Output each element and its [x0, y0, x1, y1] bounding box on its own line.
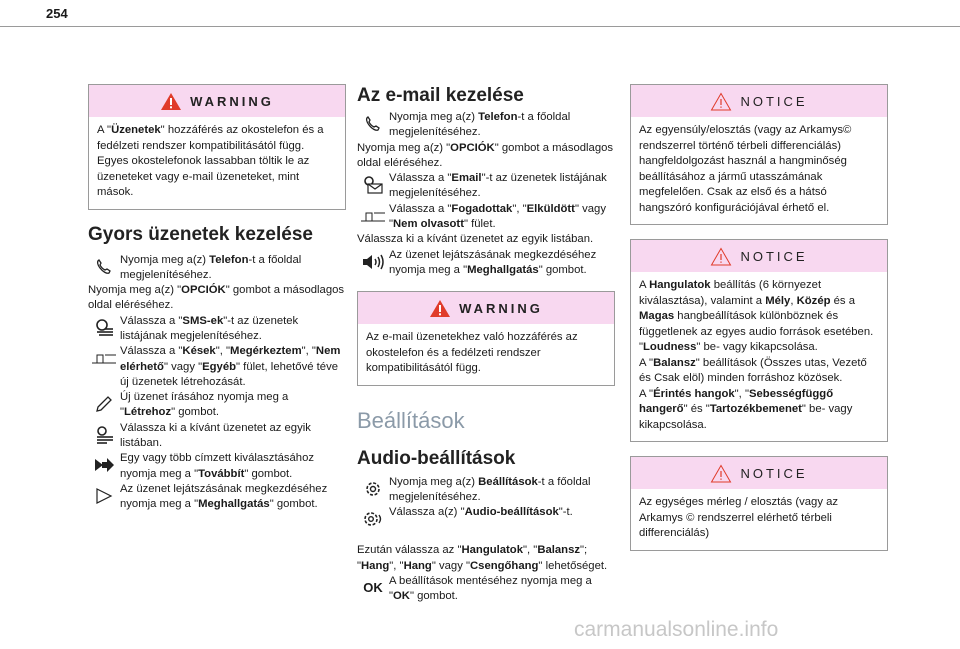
warning-text: Az e-mail üzenetekhez való hozzáférés az okostelefon és a fedélzeti rendszer kompatibilitásától függ. — [366, 331, 578, 375]
column-3 — [630, 84, 888, 551]
step-tabs: Válassza a "Kések", "Megérkeztem", "Nem elérhető" vagy "Egyéb" fület, lehetővé téve új üzenetek létrehozását. — [88, 344, 346, 390]
step-email-tabs: Válassza a "Fogadottak", "Elküldött" vagy "Nem olvasott" fület. — [357, 202, 615, 233]
step-settings: Nyomja meg a(z) Beállítások-t a főoldal megjelenítéséhez. — [357, 475, 615, 506]
phone-icon — [88, 253, 120, 281]
warning-triangle-icon — [160, 92, 182, 111]
forward-icon — [88, 451, 120, 479]
tabs-icon — [88, 344, 120, 372]
warning-title: WARNING — [190, 93, 274, 109]
notice-box-1 — [630, 84, 888, 225]
column-2 — [357, 84, 615, 605]
heading-audio-settings: Audio-beállítások — [357, 447, 516, 469]
warning-triangle-icon — [429, 299, 451, 318]
notice-text: A Hangulatok beállítás (6 környezet kiválasztása), valamint a Mély, Közép és a Magas hangbeállítások különböznek és függetlenek az egyes audio források esetében. "Loudness" be- vagy kikapcsolása. A "Balansz" beállítások (Összes utas, Vezető és Csak elöl) minden forráshoz közösek. A "Érintés hangok", "Sebességfüggő hangerő" és "Tartozékbemenet" be- vagy kikapcsolása. — [639, 279, 874, 431]
notice-box-3 — [630, 456, 888, 551]
notice-title: NOTICE — [740, 465, 808, 481]
step-email-list: Válassza a "Email"-t az üzenetek listájának megjelenítéséhez. — [357, 171, 615, 202]
notice-title: NOTICE — [740, 248, 808, 264]
gear-audio-icon — [357, 505, 389, 533]
notice-triangle-icon — [710, 92, 732, 111]
notice-header — [631, 457, 887, 489]
step-select-message: Válassza ki a kívánt üzenetet az egyik listában. — [88, 421, 346, 452]
warning-box-messages — [88, 84, 346, 210]
notice-title: NOTICE — [740, 93, 808, 109]
list-select-icon — [88, 421, 120, 449]
audio-options-line: Ezután válassza az "Hangulatok", "Balansz"; "Hang", "Hang" vagy "Csengőhang" lehetőséget. — [357, 544, 608, 572]
column-1 — [88, 84, 346, 513]
page-number: 254 — [46, 6, 68, 21]
warning-text: A "Üzenetek" hozzáférés az okostelefon és a fedélzeti rendszer kompatibilitásától függ. Egyes okostelefonok lassabban töltik le az üzeneteket vagy e-mail üzeneteket, mint mások. — [97, 124, 324, 198]
step-phone: Nyomja meg a(z) Telefon-t a főoldal megjelenítéséhez. — [88, 253, 346, 284]
notice-header — [631, 240, 887, 272]
warning-header — [358, 292, 614, 324]
warning-title: WARNING — [459, 300, 543, 316]
message-list-icon — [88, 314, 120, 342]
tabs-icon — [357, 202, 389, 230]
pen-icon — [88, 390, 120, 418]
heading-email: Az e-mail kezelése — [357, 85, 524, 106]
top-rule — [0, 26, 960, 27]
gear-icon — [357, 475, 389, 503]
notice-text: Az egységes mérleg / elosztás (vagy az Arkamys © rendszerrel elérhető térbeli differenciálás) — [639, 496, 839, 539]
notice-header — [631, 85, 887, 117]
step-audio-settings: Válassza a(z) "Audio-beállítások"-t. — [357, 505, 615, 533]
options-line: Nyomja meg a(z) "OPCIÓK" gombot a másodlagos oldal eléréséhez. — [88, 284, 345, 312]
email-icon — [357, 171, 389, 199]
step-forward: Egy vagy több címzett kiválasztásához nyomja meg a "Továbbít" gombot. — [88, 451, 346, 482]
section-settings: Beállítások — [357, 407, 465, 433]
step-sms: Válassza a "SMS-ek"-t az üzenetek listájának megjelenítéséhez. — [88, 314, 346, 345]
step-play: Az üzenet lejátszásának megkezdéséhez nyomja meg a "Meghallgatás" gombot. — [88, 482, 346, 513]
speaker-icon — [357, 248, 389, 276]
step-email-play: Az üzenet lejátszásának megkezdéséhez nyomja meg a "Meghallgatás" gombot. — [357, 248, 615, 279]
warning-box-email — [357, 291, 615, 386]
warning-header — [89, 85, 345, 117]
heading-quick-messages: Gyors üzenetek kezelése — [88, 223, 313, 245]
notice-text: Az egyensúly/elosztás (vagy az Arkamys© rendszerrel történő térbeli differenciálás) hangfeldolgozást használ a hangminőség beállításához a jármű utasszámának megfelelően. Csak az első és a hátsó hangszóró konfigurációjával érhető el. — [639, 124, 852, 214]
play-icon — [88, 482, 120, 510]
options-line-email: Nyomja meg a(z) "OPCIÓK" gombot a másodlagos oldal eléréséhez. — [357, 141, 614, 169]
step-phone-email: Nyomja meg a(z) Telefon-t a főoldal megjelenítéséhez. — [357, 110, 615, 141]
notice-triangle-icon — [710, 464, 732, 483]
notice-triangle-icon — [710, 247, 732, 266]
step-ok: OK A beállítások mentéséhez nyomja meg a "OK" gombot. — [357, 574, 615, 605]
step-create: Új üzenet írásához nyomja meg a "Létrehoz" gombot. — [88, 390, 346, 421]
watermark: carmanualsonline.info — [574, 618, 779, 641]
phone-icon — [357, 110, 389, 138]
select-message-line: Válassza ki a kívánt üzenetet az egyik listában. — [357, 233, 594, 246]
notice-box-2 — [630, 239, 888, 442]
ok-icon: OK — [363, 580, 383, 596]
